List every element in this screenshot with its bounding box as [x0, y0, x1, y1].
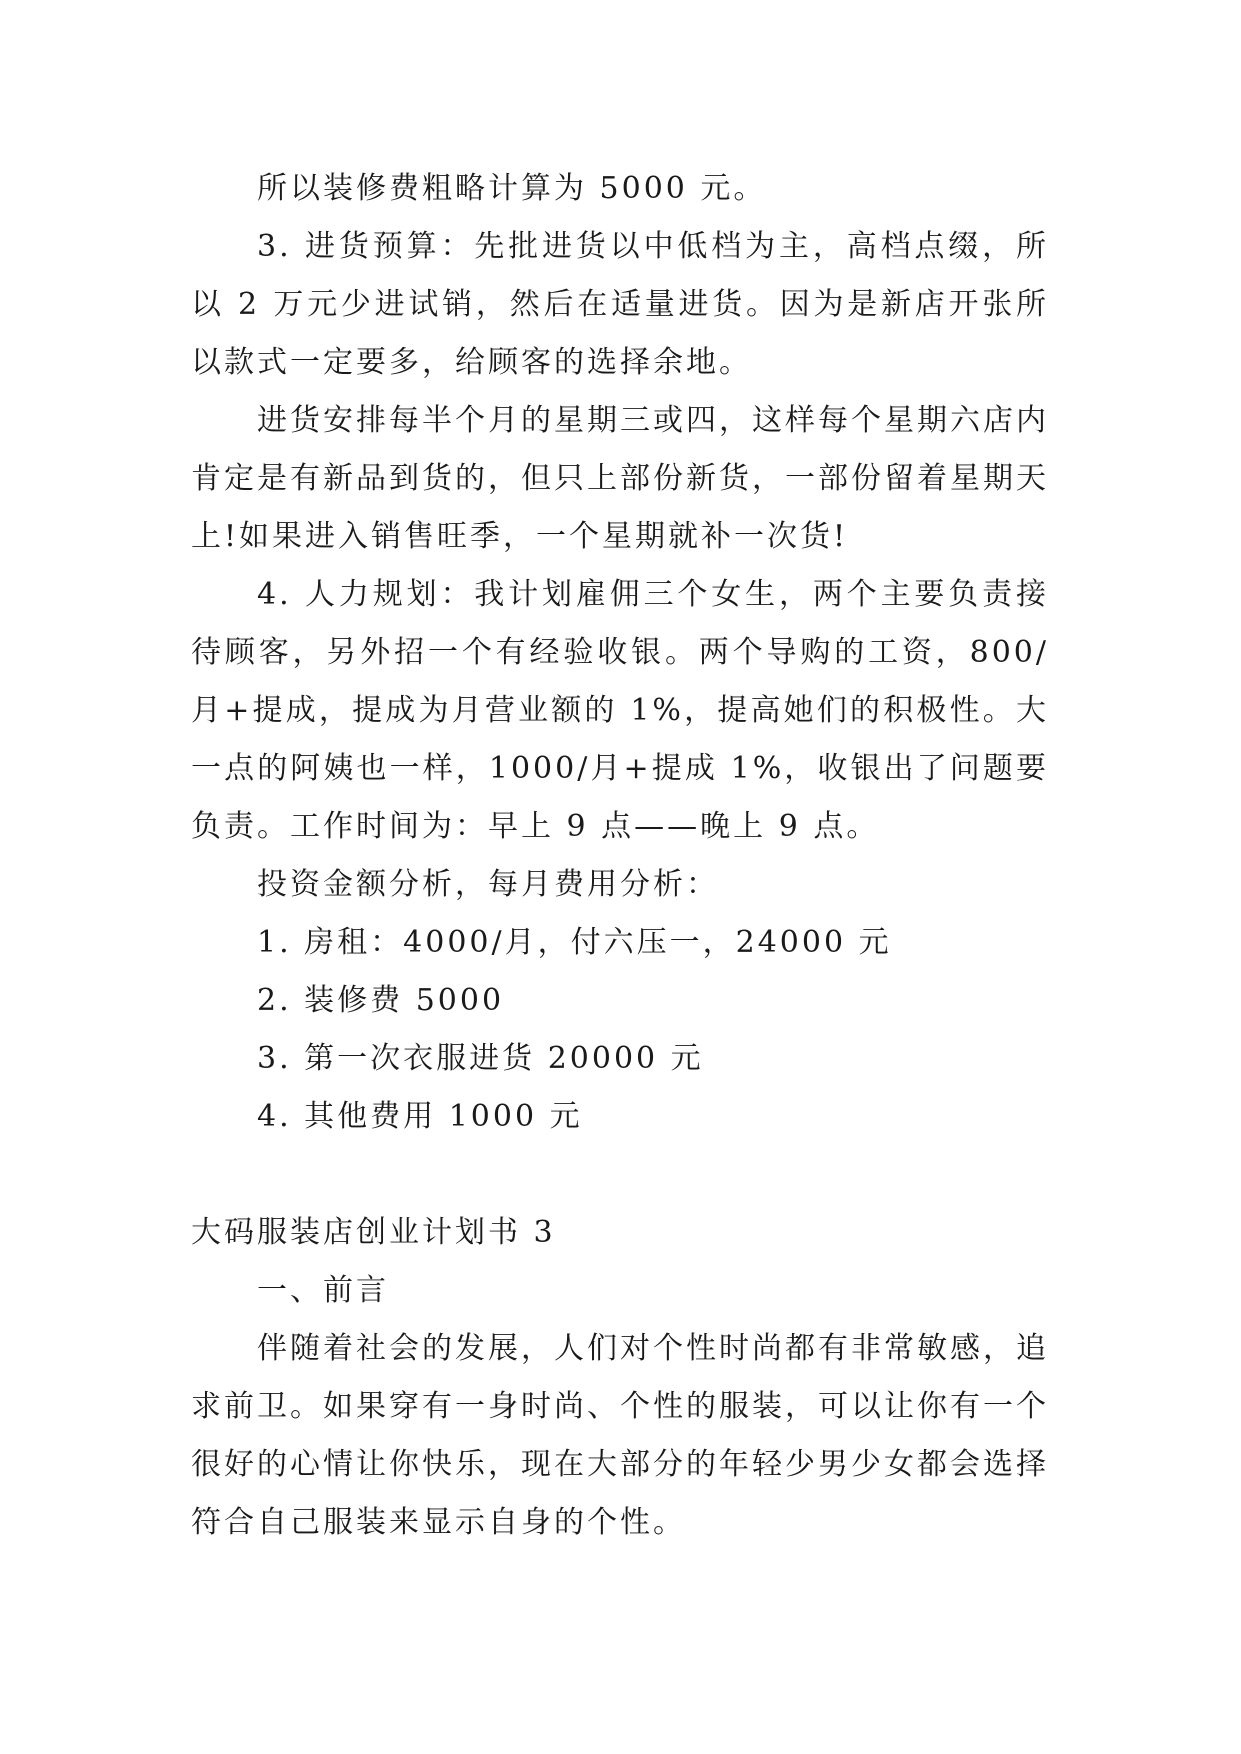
paragraph-purchase-schedule: 进货安排每半个月的星期三或四，这样每个星期六店内肯定是有新品到货的，但只上部份新货，一部份留着星期天上!如果进入销售旺季，一个星期就补一次货! [191, 403, 1049, 554]
subheading-preface: 一、前言 [257, 1273, 389, 1308]
list-item-rent: 1. 房租：4000/月，付六压一，24000 元 [257, 925, 892, 960]
paragraph-preface: 伴随着社会的发展，人们对个性时尚都有非常敏感，追求前卫。如果穿有一身时尚、个性的服装，可以让你有一个很好的心情让你快乐，现在大部分的年轻少男少女都会选择符合自己服装来显示自身的个性。 [191, 1331, 1049, 1540]
section-title: 大码服装店创业计划书 3 [191, 1215, 556, 1250]
paragraph-investment-intro: 投资金额分析，每月费用分析： [257, 867, 719, 902]
paragraph-renovation-cost: 所以装修费粗略计算为 5000 元。 [257, 171, 767, 206]
list-item-renovation: 2. 装修费 5000 [257, 983, 505, 1018]
list-item-other-costs: 4. 其他费用 1000 元 [257, 1099, 583, 1134]
paragraph-purchase-budget: 3. 进货预算：先批进货以中低档为主，高档点缀，所以 2 万元少进试销，然后在适量进货。因为是新店开张所以款式一定要多，给顾客的选择余地。 [191, 229, 1049, 380]
document-body [191, 160, 1049, 1552]
list-item-first-stock: 3. 第一次衣服进货 20000 元 [257, 1041, 704, 1076]
section-spacer [191, 1146, 1049, 1204]
paragraph-staff-plan: 4. 人力规划：我计划雇佣三个女生，两个主要负责接待顾客，另外招一个有经验收银。两个导购的工资，800/月+提成，提成为月营业额的 1%，提高她们的积极性。大一点的阿姨也一样，1000/月+提成 1%，收银出了问题要负责。工作时间为：早上 9 点——晚上 9 点。 [191, 577, 1049, 844]
